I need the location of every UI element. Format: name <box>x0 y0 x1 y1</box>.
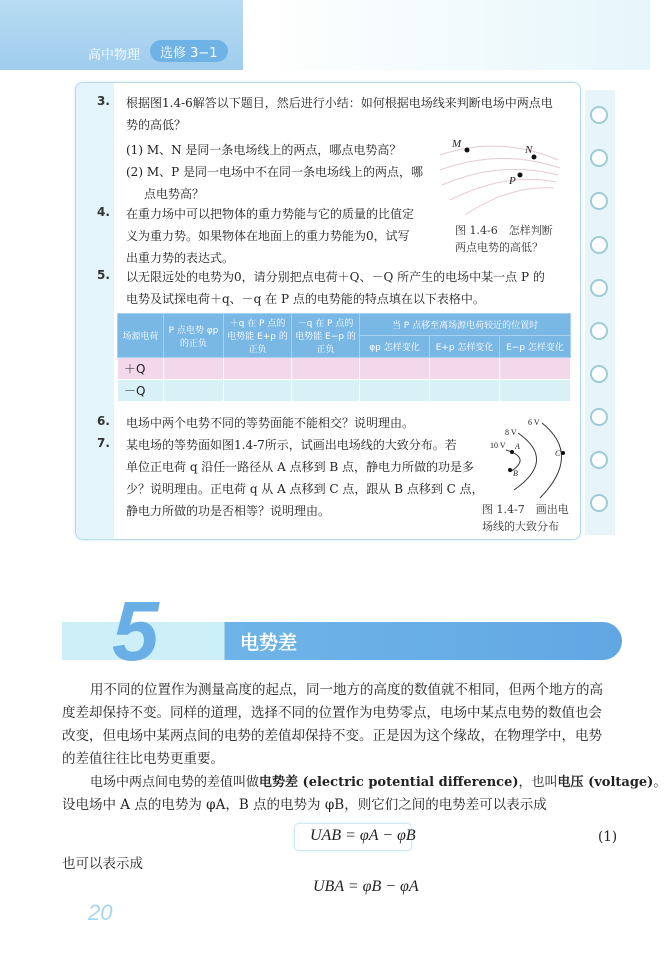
binder-hole-icon <box>590 106 608 124</box>
book-volume: 选修 3−1 <box>150 40 228 62</box>
question-text: 点电势高？ <box>144 187 205 201</box>
point-m <box>465 148 470 153</box>
binder-hole-icon <box>590 279 608 297</box>
binder-hole-icon <box>590 236 608 254</box>
question-text: 少？说明理由。正电荷 q 从 A 点移到 C 点，跟从 B 点移到 C 点， <box>126 482 484 496</box>
term-voltage: 电压 (voltage) <box>557 775 654 790</box>
equation-number: (1) <box>598 829 618 845</box>
equation-2: UBA = φB − φA <box>313 878 419 895</box>
row-label: ＋Q <box>118 358 164 380</box>
text: 电场中两点间电势的差值叫做 <box>90 775 260 790</box>
label-10v: 10 V <box>490 441 506 450</box>
paragraph-line: 也可以表示成 <box>62 856 143 872</box>
question-number: 6. <box>97 414 110 428</box>
label-m: M <box>452 138 462 150</box>
table-header: －q 在 P 点的电势能 E−p 的正负 <box>292 314 360 358</box>
question-text: 电势及试探电荷＋q、－q 在 P 点的电势能的特点填在以下表格中。 <box>126 292 485 306</box>
binder-hole-icon <box>590 494 608 512</box>
table-header: P 点电势 φp 的正负 <box>164 314 224 358</box>
question-text: 义为重力势。如果物体在地面上的重力势能为0，试写 <box>126 229 410 243</box>
binder-hole-icon <box>590 149 608 167</box>
figure-caption: 图 1.4-7 画出电 <box>482 503 569 516</box>
section-title: 电势差 <box>240 632 298 654</box>
exercise-strip <box>76 83 114 539</box>
question-text: 以无限远处的电势为0，请分别把点电荷＋Q、－Q 所产生的电场中某一点 P 的 <box>126 270 545 284</box>
book-subject: 高中物理 <box>88 48 141 63</box>
label-c: C <box>555 449 561 458</box>
binder-hole-icon <box>590 451 608 469</box>
question-text: (2) M、P 是同一电场中不在同一条电场线上的两点，哪 <box>126 165 423 179</box>
label-a: A <box>515 442 520 451</box>
equation-1: UAB = φA − φB <box>310 827 416 844</box>
question-text: 出重力势的表达式。 <box>126 251 235 265</box>
table-subheader: E−p 怎样变化 <box>500 336 571 358</box>
table-header: ＋q 在 P 点的电势能 E+p 的正负 <box>224 314 292 358</box>
binder-hole-icon <box>590 408 608 426</box>
table-row <box>118 358 571 380</box>
question-text: 电场中两个电势不同的等势面能不能相交？说明理由。 <box>126 416 415 430</box>
binder-hole-icon <box>590 322 608 340</box>
question-text: 单位正电荷 q 沿任一路径从 A 点移到 B 点，静电力所做的功是多 <box>126 460 475 474</box>
paragraph-line: 度差却保持不变。同样的道理，选择不同的位置作为电势零点，电场中某点电势的数值也会 <box>62 705 602 721</box>
table-subheader: φp 怎样变化 <box>360 336 430 358</box>
figure-caption: 场线的大致分布 <box>482 520 559 533</box>
label-n: N <box>525 144 533 156</box>
term-potential-difference: 电势差 (electric potential difference) <box>259 775 519 790</box>
question-text: 势的高低？ <box>126 118 187 132</box>
paragraph-line <box>90 771 666 794</box>
question-number: 7. <box>97 436 110 450</box>
question-number: 4. <box>97 205 110 219</box>
binder-hole-icon <box>590 192 608 210</box>
text: ，也叫 <box>518 775 558 790</box>
paragraph-line: 用不同的位置作为测量高度的起点，同一地方的高度的数值就不相同，但两个地方的高 <box>90 682 603 698</box>
table-header: 场源电荷 <box>118 314 164 358</box>
label-p: P <box>509 175 516 187</box>
question-text: (1) M、N 是同一条电场线上的两点，哪点电势高？ <box>126 143 402 157</box>
field-lines-figure <box>440 130 585 215</box>
table-subheader: E+p 怎样变化 <box>430 336 500 358</box>
label-b: B <box>513 469 518 478</box>
paragraph-line: 设电场中 A 点的电势为 φA，B 点的电势为 φB，则它们之间的电势差可以表示成 <box>62 797 547 813</box>
question-text: 静电力所做的功是否相等？说明理由。 <box>126 504 331 518</box>
page-number: 20 <box>88 900 113 925</box>
paragraph-line: 的差值往往比电势更重要。 <box>62 751 224 767</box>
figure-caption: 图 1.4-6 怎样判断 <box>455 224 553 237</box>
question-text: 某电场的等势面如图1.4-7所示，试画出电场线的大致分布。若 <box>126 438 457 452</box>
table-header: 当 P 点移至离场源电荷较近的位置时 <box>360 314 571 336</box>
question-number: 5. <box>97 268 110 282</box>
label-8v: 8 V <box>505 428 517 437</box>
text: 。 <box>653 775 666 790</box>
section-number: 5 <box>112 584 159 678</box>
equipotential-figure <box>482 420 582 500</box>
binder-hole-icon <box>590 365 608 383</box>
point-p <box>518 173 523 178</box>
fill-in-table <box>117 313 571 402</box>
row-label: －Q <box>118 380 164 402</box>
paragraph-line: 改变，但电场中某两点间的电势的差值却保持不变。正是因为这个缘故，在物理学中，电势 <box>62 728 602 744</box>
question-text: 在重力场中可以把物体的重力势能与它的质量的比值定 <box>126 207 415 221</box>
question-number: 3. <box>97 94 110 108</box>
figure-caption: 两点电势的高低？ <box>455 241 543 254</box>
label-6v: 6 V <box>528 418 540 427</box>
table-row <box>118 380 571 402</box>
question-text: 根据图1.4-6解答以下题目，然后进行小结：如何根据电场线来判断电场中两点电 <box>126 96 553 110</box>
